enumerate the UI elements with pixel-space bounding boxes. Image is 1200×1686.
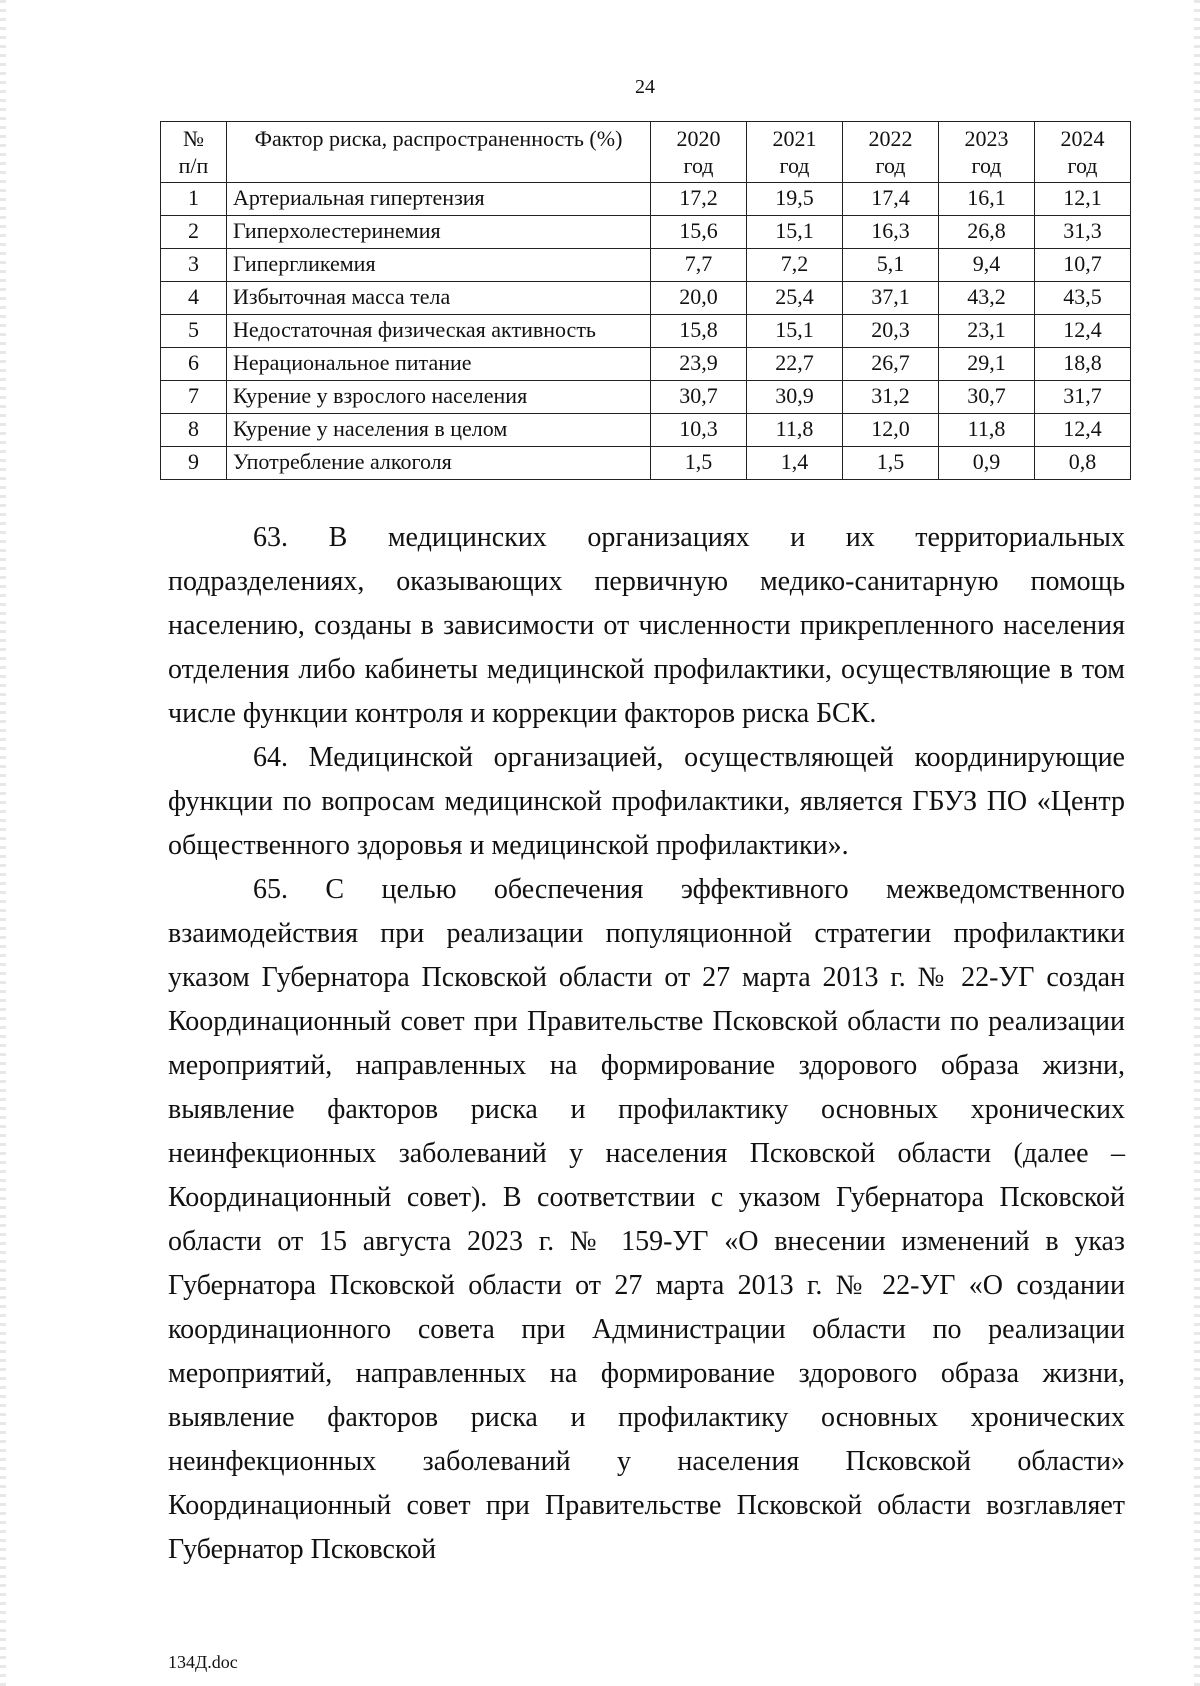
row-value: 31,3 (1035, 216, 1131, 249)
row-value: 43,2 (939, 282, 1035, 315)
row-num: 6 (161, 348, 227, 381)
header-year-value: 2021 (772, 126, 817, 151)
row-value: 26,8 (939, 216, 1035, 249)
header-year (651, 122, 747, 183)
row-value: 20,3 (843, 315, 939, 348)
row-value: 19,5 (747, 183, 843, 216)
row-factor-name: Избыточная масса тела (227, 282, 651, 315)
table-row (161, 315, 1131, 348)
header-year-value: 2022 (868, 126, 913, 151)
header-year-unit: год (1067, 153, 1098, 178)
row-value: 9,4 (939, 249, 1035, 282)
row-value: 0,8 (1035, 447, 1131, 480)
header-year (1035, 122, 1131, 183)
row-value: 16,1 (939, 183, 1035, 216)
row-value: 1,5 (843, 447, 939, 480)
row-value: 15,1 (747, 216, 843, 249)
row-value: 37,1 (843, 282, 939, 315)
footer-file-name: 134Д.doc (168, 1652, 238, 1672)
paragraph-65: 65. С целью обеспечения эффективного межведомственного взаимодействия при реализации популяционной стратегии профилактики указом Губернатора Псковской области от 27 марта 2013 г. № 22-УГ создан Координационный совет при Правительстве Псковской области по реализации мероприятий, направленных на формирование здорового образа жизни, выявление факторов риска и профилактику основных хронических неинфекционных заболеваний у населения Псковской области (далее – Координационный совет). В соответствии с указом Губернатора Псковской области от 15 августа 2023 г. № 159-УГ «О внесении изменений в указ Губернатора Псковской области от 27 марта 2013 г. № 22-УГ «О создании координационного совета при Администрации области по реализации мероприятий, направленных на формирование здорового образа жизни, выявление факторов риска и профилактику основных хронических неинфекционных заболеваний у населения Псковской области» Координационный совет при Правительстве Псковской области возглавляет Губернатор Псковской (168, 874, 1125, 1565)
row-num: 1 (161, 183, 227, 216)
row-value: 30,7 (939, 381, 1035, 414)
header-year (747, 122, 843, 183)
row-value: 1,4 (747, 447, 843, 480)
row-value: 15,6 (651, 216, 747, 249)
header-year-value: 2023 (964, 126, 1009, 151)
row-num: 5 (161, 315, 227, 348)
row-value: 11,8 (747, 414, 843, 447)
row-value: 1,5 (651, 447, 747, 480)
row-value: 12,4 (1035, 414, 1131, 447)
row-value: 20,0 (651, 282, 747, 315)
row-factor-name: Курение у взрослого населения (227, 381, 651, 414)
row-value: 7,2 (747, 249, 843, 282)
row-value: 16,3 (843, 216, 939, 249)
header-factor: Фактор риска, распространенность (%) (227, 122, 651, 183)
scan-edge-left (0, 0, 6, 1686)
table-body (161, 183, 1131, 480)
row-value: 23,1 (939, 315, 1035, 348)
row-num: 7 (161, 381, 227, 414)
row-num: 2 (161, 216, 227, 249)
row-value: 10,7 (1035, 249, 1131, 282)
row-value: 0,9 (939, 447, 1035, 480)
row-value: 23,9 (651, 348, 747, 381)
row-value: 7,7 (651, 249, 747, 282)
table-row (161, 414, 1131, 447)
row-value: 12,4 (1035, 315, 1131, 348)
row-factor-name: Гипергликемия (227, 249, 651, 282)
row-value: 5,1 (843, 249, 939, 282)
scan-edge-right (1194, 0, 1200, 1686)
row-num: 8 (161, 414, 227, 447)
row-factor-name: Артериальная гипертензия (227, 183, 651, 216)
row-value: 25,4 (747, 282, 843, 315)
row-value: 12,1 (1035, 183, 1131, 216)
table-row (161, 249, 1131, 282)
row-value: 15,8 (651, 315, 747, 348)
paragraph-64: 64. Медицинской организацией, осуществляющей координирующие функции по вопросам медицинской профилактики, является ГБУЗ ПО «Центр общественного здоровья и медицинской профилактики». (168, 742, 1125, 861)
header-num (161, 122, 227, 183)
table-row (161, 216, 1131, 249)
row-factor-name: Гиперхолестеринемия (227, 216, 651, 249)
table-row (161, 447, 1131, 480)
row-factor-name: Нерациональное питание (227, 348, 651, 381)
row-factor-name: Употребление алкоголя (227, 447, 651, 480)
row-value: 29,1 (939, 348, 1035, 381)
table-row (161, 381, 1131, 414)
header-year-unit: год (875, 153, 906, 178)
row-value: 43,5 (1035, 282, 1131, 315)
row-num: 3 (161, 249, 227, 282)
row-value: 26,7 (843, 348, 939, 381)
row-value: 18,8 (1035, 348, 1131, 381)
paragraph-63: 63. В медицинских организациях и их территориальных подразделениях, оказывающих первичную медико-санитарную помощь населению, созданы в зависимости от численности прикрепленного населения отделения либо кабинеты медицинской профилактики, осуществляющие в том числе функции контроля и коррекции факторов риска БСК. (168, 522, 1125, 729)
row-value: 31,2 (843, 381, 939, 414)
header-year-value: 2024 (1060, 126, 1105, 151)
table-row (161, 282, 1131, 315)
body-text (168, 516, 1125, 1572)
row-value: 22,7 (747, 348, 843, 381)
row-value: 10,3 (651, 414, 747, 447)
row-value: 15,1 (747, 315, 843, 348)
header-year-unit: год (779, 153, 810, 178)
row-num: 9 (161, 447, 227, 480)
header-num-line2: п/п (178, 153, 209, 178)
row-value: 17,4 (843, 183, 939, 216)
header-year-unit: год (971, 153, 1002, 178)
row-factor-name: Курение у населения в целом (227, 414, 651, 447)
table-header-row (161, 122, 1131, 183)
row-num: 4 (161, 282, 227, 315)
row-value: 30,9 (747, 381, 843, 414)
header-year-value: 2020 (676, 126, 721, 151)
header-num-line1: № (183, 126, 204, 151)
row-value: 12,0 (843, 414, 939, 447)
page-number: 24 (635, 76, 655, 98)
table-row (161, 348, 1131, 381)
row-value: 31,7 (1035, 381, 1131, 414)
table-row (161, 183, 1131, 216)
header-year-unit: год (683, 153, 714, 178)
risk-factor-table (160, 121, 1131, 480)
row-value: 11,8 (939, 414, 1035, 447)
row-value: 30,7 (651, 381, 747, 414)
row-factor-name: Недостаточная физическая активность (227, 315, 651, 348)
header-year (939, 122, 1035, 183)
row-value: 17,2 (651, 183, 747, 216)
header-year (843, 122, 939, 183)
